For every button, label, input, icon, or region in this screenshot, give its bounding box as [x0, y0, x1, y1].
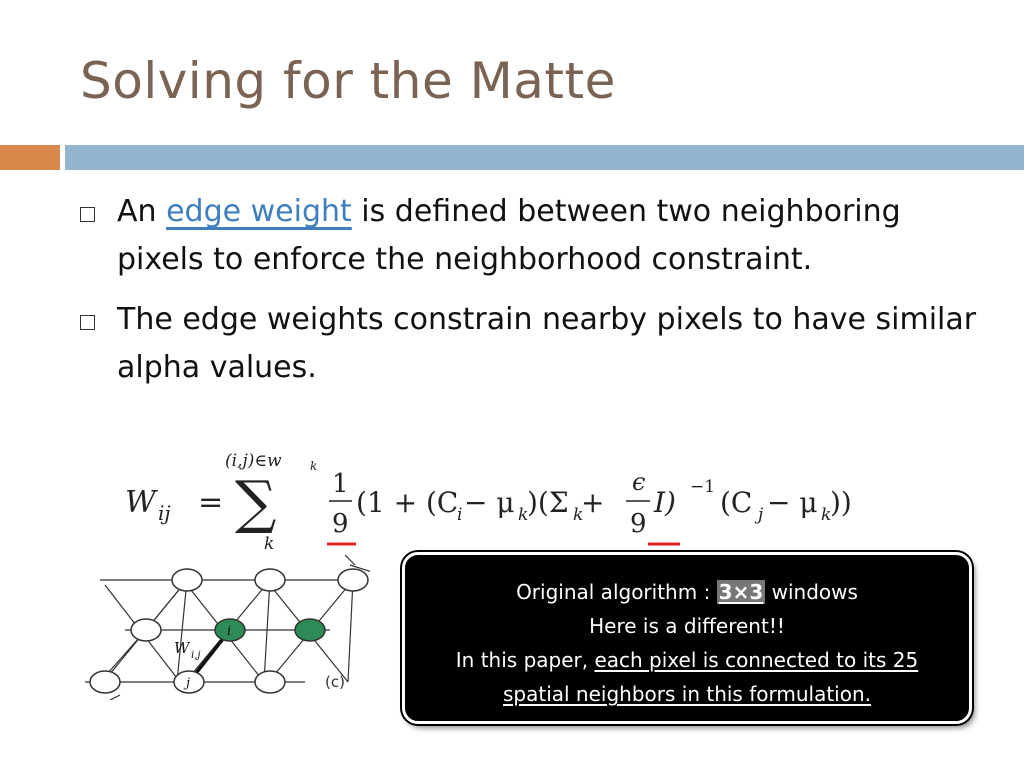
graph-node — [172, 569, 202, 591]
pixel-graph-diagram — [80, 555, 370, 700]
callout-line-2: Here is a different!! — [589, 614, 785, 638]
slide-title: Solving for the Matte — [80, 52, 616, 110]
frac2-denominator: 9 — [630, 509, 647, 539]
node-j-label: j — [186, 676, 191, 691]
formula-identity: I) — [654, 486, 676, 519]
graph-node — [131, 619, 161, 641]
formula-k3: k — [821, 505, 832, 525]
edge-weight-label: W — [174, 639, 190, 657]
formula-lhs: W — [125, 485, 156, 520]
formula-mu2: − μ — [767, 486, 818, 519]
callout-box — [402, 552, 972, 724]
edge-weight-link[interactable]: edge weight — [166, 194, 352, 229]
square-bullet-icon — [80, 207, 95, 222]
edge-weight-label-sub: i,j — [191, 650, 201, 661]
formula-k2: k — [573, 505, 584, 525]
edge-weight-formula — [120, 452, 900, 552]
bullet-text-rest: is defined between two neighboring pixels to enforce the neighborhood constraint. — [117, 194, 901, 277]
callout-line-1: Original algorithm : 3×3 windows — [516, 580, 858, 604]
callout-line-3: In this paper, each pixel is connected to its 25 — [455, 648, 919, 672]
node-i-label: i — [227, 624, 232, 639]
graph-node — [338, 569, 368, 591]
frac1-numerator: 1 — [332, 469, 349, 499]
bullet-text-prefix: An — [117, 194, 167, 229]
formula-ci: i — [457, 505, 463, 525]
bullet-item — [80, 296, 980, 392]
formula-j: j — [758, 505, 764, 525]
formula-sum-sup-sub: k — [310, 459, 318, 473]
bullet-text: The edge weights constrain nearby pixels to have similar alpha values. — [117, 302, 977, 385]
formula-lhs-sub: ij — [158, 501, 171, 525]
frac2-numerator: ϵ — [632, 468, 646, 496]
formula-cj: (C — [720, 486, 753, 519]
formula-mu1: − μ — [464, 486, 515, 519]
formula-close: )) — [830, 486, 852, 519]
formula-mid: (1 + (C — [356, 486, 459, 519]
graph-node — [90, 671, 120, 693]
window-size-highlight: 3×3 — [718, 580, 764, 604]
summation-sign: ∑ — [235, 468, 277, 536]
panel-label: (c) — [325, 673, 345, 691]
bullet-item — [80, 188, 980, 284]
formula-plus: + — [581, 486, 605, 519]
callout-line-4: spatial neighbors in this formulation. — [502, 682, 871, 706]
square-bullet-icon — [80, 315, 95, 330]
formula-sum-sup: (i,j)∈w — [225, 452, 282, 471]
accent-bar-blue — [65, 145, 1024, 170]
bullet-list — [80, 188, 980, 404]
formula-sum-sub: k — [264, 534, 275, 552]
frac1-denominator: 9 — [332, 509, 349, 539]
formula-k1: k — [518, 505, 529, 525]
formula-inverse: −1 — [690, 477, 716, 497]
graph-node-green — [295, 619, 325, 641]
accent-bar-orange — [0, 145, 60, 170]
graph-node — [255, 569, 285, 591]
formula-sigma: )(Σ — [527, 486, 569, 519]
formula-equals: = — [198, 485, 224, 520]
graph-node — [255, 671, 285, 693]
